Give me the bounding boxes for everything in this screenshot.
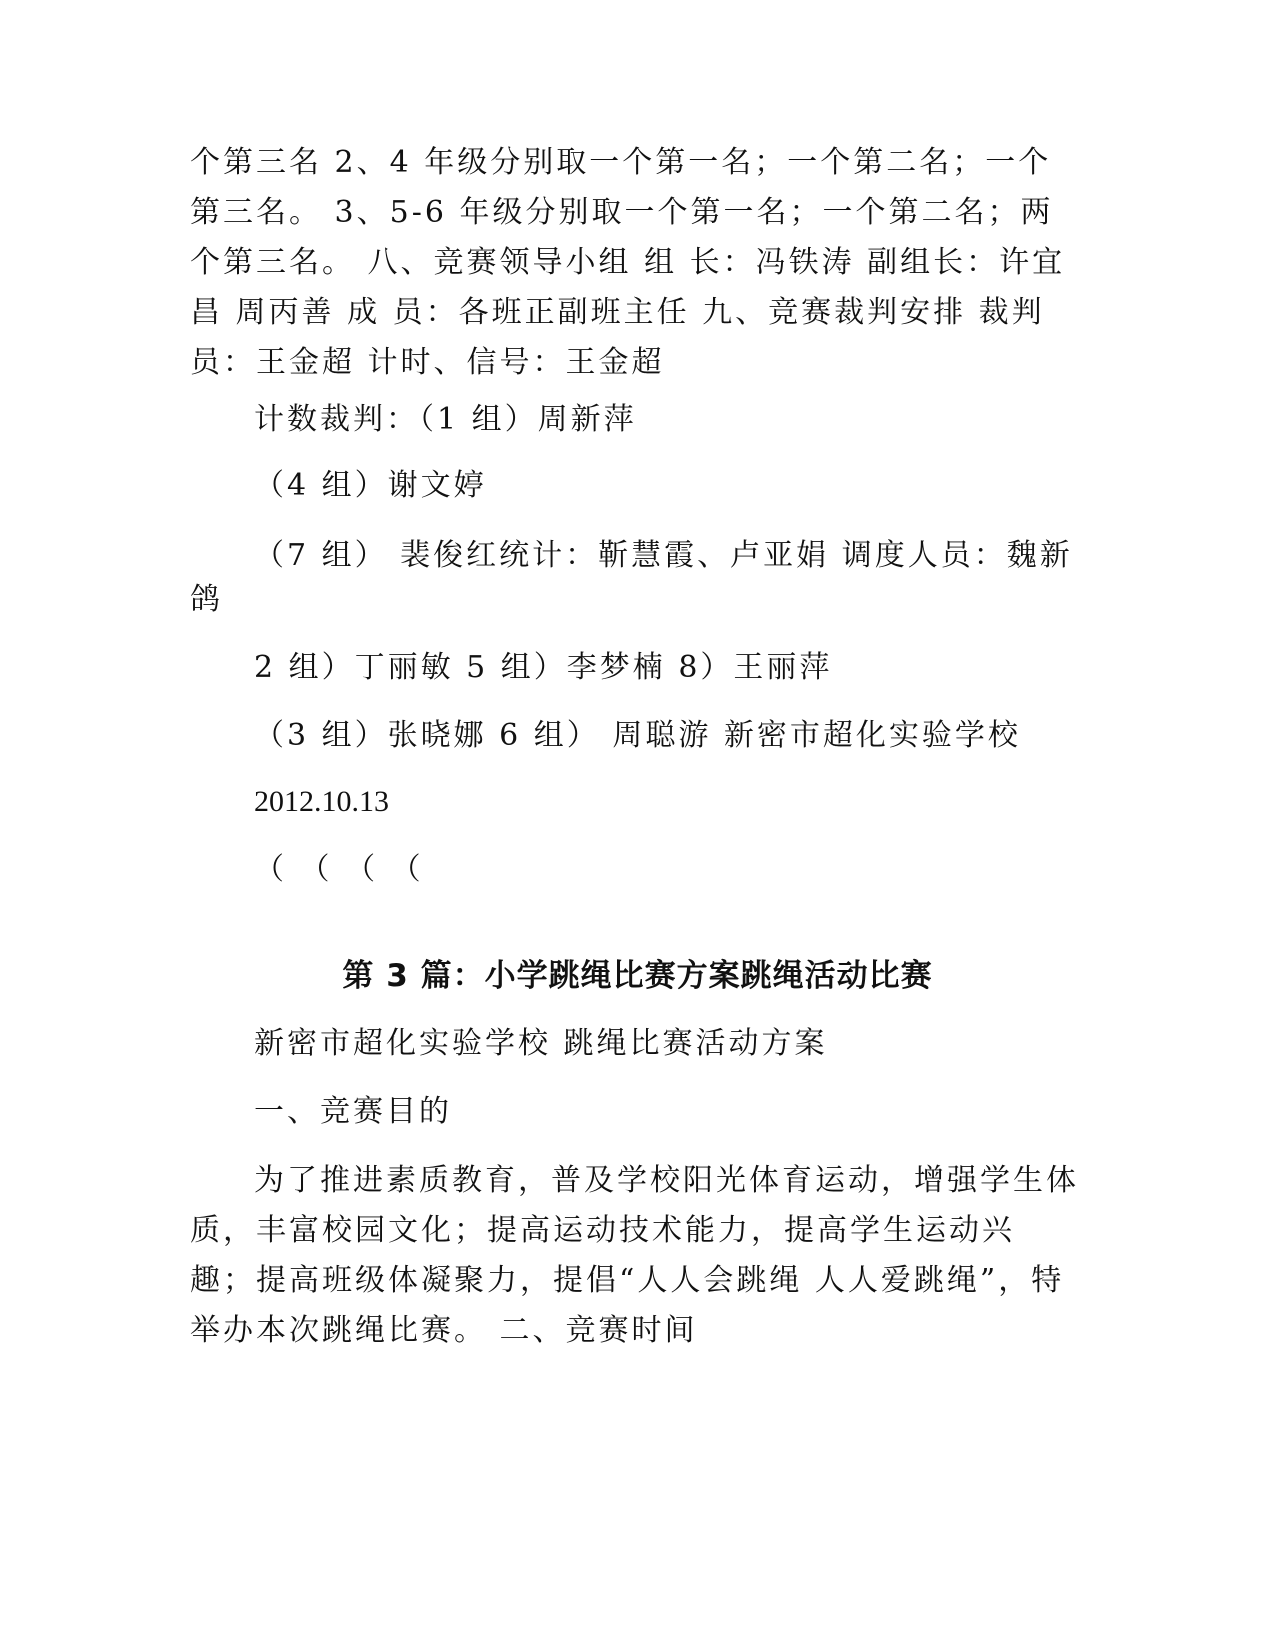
purpose-paragraph: 为了推进素质教育，普及学校阳光体育运动，增强学生体质，丰富校园文化；提高运动技术能力，提高学生运动兴趣；提高班级体凝聚力，提倡“人人会跳绳 人人爱跳绳”，特举办本次跳绳比赛。 二、竞赛时间 [190,1163,1079,1348]
date-line: 2012.10.13 [254,785,389,818]
group-4-line: （4 组）谢文婷 [254,468,487,503]
group-2-line: 2 组）丁丽敏 5 组）李梦楠 8）王丽萍 [254,650,833,685]
school-plan-title: 新密市超化实验学校 跳绳比赛活动方案 [254,1026,828,1061]
group-3-line: （3 组）张晓娜 6 组） 周聪游 新密市超化实验学校 [254,718,1021,753]
section-1-title: 一、竞赛目的 [254,1094,452,1129]
section-heading: 第 3 篇：小学跳绳比赛方案跳绳活动比赛 [342,958,933,994]
brackets-line: （ （ （ （ [254,852,424,887]
counting-referee-line: 计数裁判：（1 组）周新萍 [254,402,637,437]
group-7-paragraph: （7 组） 裴俊红统计：靳慧霞、卢亚娟 调度人员：魏新鸽 [190,538,1073,617]
paragraph-awards-and-staff: 个第三名 2、4 年级分别取一个第一名；一个第二名；一个第三名。 3、5-6 年级分别取一个第一名；一个第二名；两个第三名。 八、竞赛领导小组 组 长：冯铁涛 副组长：许宜昌 周丙善 成 员：各班正副班主任 九、竞赛裁判安排 裁判员：王金超 计时、信号：王金超 [190,145,1066,380]
